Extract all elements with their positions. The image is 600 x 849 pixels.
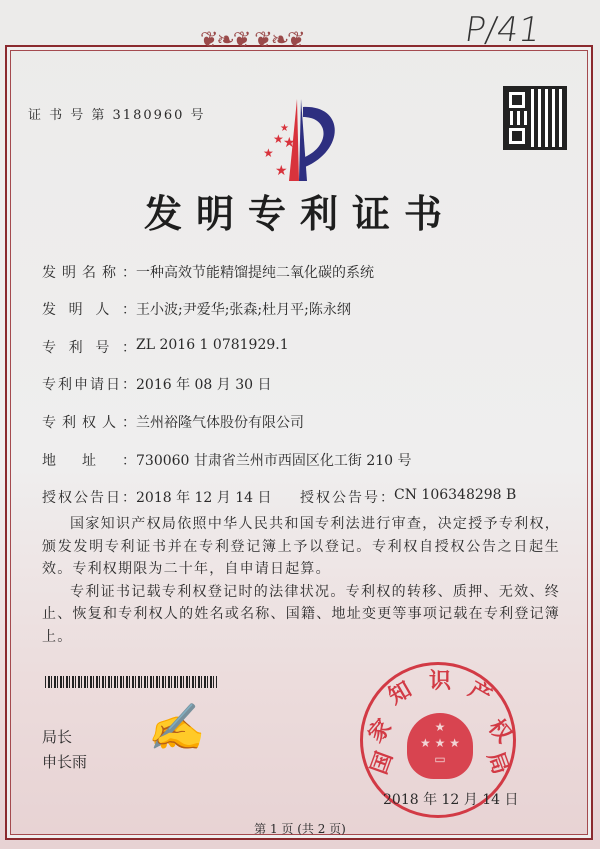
label-char: 权 — [58, 490, 72, 506]
seal-char: 识 — [429, 668, 452, 694]
label-char: 请 — [90, 377, 104, 393]
field-announcement-number — [300, 487, 516, 507]
seal-char: 产 — [463, 676, 497, 710]
national-emblem-icon: ★ ★ ★ ★ ▭ — [407, 713, 473, 779]
field-row — [42, 337, 289, 357]
label-colon: ： — [122, 265, 136, 281]
label-char: 利 — [62, 415, 76, 431]
director-name: 申长雨 — [42, 753, 88, 771]
field-value: 730060 甘肃省兰州市西固区化工街 210 号 — [136, 453, 412, 469]
svg-text:★: ★ — [263, 146, 274, 160]
patent-office-logo-icon — [245, 95, 345, 185]
label-char: 日 — [106, 377, 120, 393]
decorative-ornament-icon: ❦❧❦ ❦❧❦ — [200, 28, 304, 53]
statement-paragraph: 专利证书记载专利权登记时的法律状况。专利权的转移、质押、无效、终止、恢复和专利权人的姓名或名称、国籍、地址变更等事项记载在专利登记簿上。 — [42, 583, 560, 645]
certificate-statement — [42, 513, 560, 648]
label-char: 址 — [82, 453, 96, 469]
label-char: 发 — [42, 265, 56, 281]
svg-text:★: ★ — [273, 132, 284, 146]
field-value: ZL 2016 1 0781929.1 — [136, 337, 289, 353]
svg-text:★: ★ — [275, 163, 288, 179]
label-char: 人 — [95, 302, 110, 318]
certificate-number: 证 书 号 第 3180960 号 — [28, 108, 206, 123]
label-char: 称 — [102, 265, 116, 281]
label-colon: ： — [380, 490, 394, 506]
label-colon: ： — [122, 453, 136, 469]
seal-char: 家 — [362, 714, 398, 748]
label-colon: ： — [122, 377, 136, 393]
seal-char: 知 — [383, 676, 417, 710]
field-row — [42, 450, 412, 470]
label-char: 专 — [42, 377, 56, 393]
label-char: 专 — [42, 340, 56, 356]
label-char: 发 — [42, 302, 56, 318]
label-char: 申 — [74, 377, 88, 393]
page-indicator: 第 1 页 (共 2 页) — [254, 822, 346, 836]
director-title: 局长 — [42, 728, 73, 746]
field-value: 王小波;尹爱华;张森;杜月平;陈永纲 — [136, 302, 351, 318]
label-char: 授 — [300, 490, 314, 506]
label-char: 人 — [102, 415, 116, 431]
label-char: 名 — [82, 265, 96, 281]
field-value: CN 106348298 B — [394, 487, 517, 503]
label-char: 利 — [58, 377, 72, 393]
field-value: 兰州裕隆气体股份有限公司 — [136, 415, 304, 431]
seal-char: 权 — [482, 714, 518, 748]
label-char: 日 — [106, 490, 120, 506]
label-char: 利 — [68, 340, 83, 356]
label-char: 地 — [42, 453, 56, 469]
field-row — [42, 262, 374, 282]
label-colon: ： — [122, 490, 136, 506]
label-char: 告 — [348, 490, 362, 506]
qr-code — [503, 86, 567, 150]
barcode — [45, 676, 217, 688]
label-char: 权 — [316, 490, 330, 506]
label-char: 公 — [332, 490, 346, 506]
label-char: 号 — [95, 340, 110, 356]
svg-text:★: ★ — [280, 123, 289, 134]
field-value: 2016 年 08 月 30 日 — [136, 377, 272, 393]
field-value: 2018 年 12 月 14 日 — [136, 490, 272, 506]
field-row — [42, 374, 272, 394]
label-char: 明 — [62, 265, 76, 281]
field-value: 一种高效节能精馏提纯二氧化碳的系统 — [136, 265, 374, 281]
svg-text:★: ★ — [283, 135, 296, 151]
label-colon: ： — [121, 340, 136, 356]
field-label — [42, 262, 136, 282]
seal-char: 局 — [482, 748, 514, 778]
field-label — [42, 450, 136, 470]
field-row — [42, 299, 351, 319]
field-label — [42, 299, 136, 319]
label-char: 权 — [82, 415, 96, 431]
field-label — [300, 487, 394, 507]
label-char: 授 — [42, 490, 56, 506]
seal-date: 2018 年 12 月 14 日 — [383, 792, 519, 808]
field-row — [42, 412, 304, 432]
director-signature: ✍ — [145, 700, 217, 754]
field-label — [42, 374, 136, 394]
label-char: 公 — [74, 490, 88, 506]
label-char: 明 — [68, 302, 83, 318]
label-colon: ： — [122, 415, 136, 431]
label-colon: ： — [121, 302, 136, 318]
field-label — [42, 487, 136, 507]
document-title: 发明专利证书 — [143, 191, 456, 236]
statement-paragraph: 国家知识产权局依照中华人民共和国专利法进行审查，决定授予专利权，颁发发明专利证书并在专利登记簿上予以登记。专利权自授权公告之日起生效。专利权期限为二十年，自申请日起算。 — [42, 516, 560, 577]
label-char: 告 — [90, 490, 104, 506]
label-char: 号 — [364, 490, 378, 506]
seal-char: 国 — [366, 748, 398, 778]
handwritten-note: P/41 — [462, 10, 544, 50]
field-label — [42, 337, 136, 357]
field-label — [42, 412, 136, 432]
label-char: 专 — [42, 415, 56, 431]
field-row — [42, 487, 272, 507]
